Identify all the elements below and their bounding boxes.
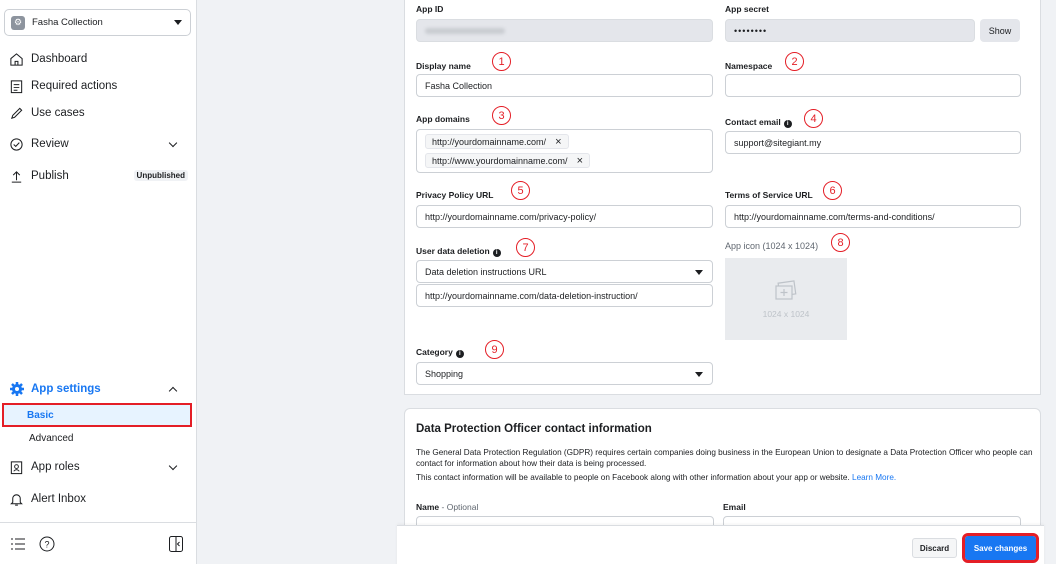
- list-icon[interactable]: [8, 534, 28, 554]
- marker-7: 7: [516, 238, 535, 257]
- marker-6: 6: [823, 181, 842, 200]
- contact-email-label: [725, 117, 792, 128]
- sidebar-item-alert-inbox[interactable]: [0, 488, 196, 510]
- app-selector[interactable]: [4, 9, 191, 36]
- sidebar-item-dashboard[interactable]: [0, 48, 196, 70]
- category-select[interactable]: [416, 362, 713, 385]
- app-secret-field: [725, 19, 975, 42]
- status-badge: Unpublished: [134, 170, 188, 181]
- category-label: [416, 347, 464, 358]
- discard-button[interactable]: Discard: [912, 538, 957, 558]
- sidebar-subitem-label: Advanced: [29, 432, 74, 444]
- sidebar-item-label: Review: [31, 138, 69, 150]
- show-secret-button[interactable]: Show: [980, 19, 1020, 42]
- info-icon[interactable]: i: [784, 120, 792, 128]
- display-name-label: Display name: [416, 61, 471, 71]
- sidebar-item-app-settings[interactable]: [0, 378, 196, 400]
- info-icon[interactable]: i: [456, 350, 464, 358]
- dpo-title: Data Protection Officer contact information: [416, 423, 652, 435]
- image-upload-icon: [773, 279, 799, 303]
- domain-tag-label: http://yourdomainname.com/: [432, 136, 547, 147]
- sidebar-item-app-roles[interactable]: [0, 456, 196, 478]
- dpo-note-text: This contact information will be available to people on Facebook along with other information about your app or website.: [416, 473, 850, 482]
- bell-icon: [8, 491, 25, 508]
- chevron-down-icon: [695, 270, 703, 275]
- chevron-down-icon: [169, 139, 177, 147]
- selected-option: Data deletion instructions URL: [425, 266, 547, 277]
- domain-tag-label: http://www.yourdomainname.com/: [432, 155, 568, 166]
- marker-5: 5: [511, 181, 530, 200]
- category-label-text: Category: [416, 347, 453, 357]
- app-name: Fasha Collection: [32, 17, 103, 28]
- contact-email-label-text: Contact email: [725, 117, 781, 127]
- app-secret-label: App secret: [725, 4, 769, 14]
- sidebar-item-label: App roles: [31, 461, 80, 473]
- sidebar-item-label: Required actions: [31, 80, 118, 92]
- namespace-label: Namespace: [725, 61, 773, 71]
- sidebar-item-label: Dashboard: [31, 53, 88, 65]
- learn-more-link[interactable]: Learn More.: [852, 473, 897, 482]
- marker-3: 3: [492, 106, 511, 125]
- app-icon-size: 1024 x 1024: [762, 309, 810, 319]
- contact-email-input[interactable]: support@sitegiant.my: [725, 131, 1021, 154]
- pencil-icon: [8, 105, 25, 122]
- chevron-down-icon: [169, 462, 177, 470]
- upload-icon: [8, 168, 25, 185]
- collapse-sidebar-icon[interactable]: [166, 534, 186, 554]
- privacy-url-label: Privacy Policy URL: [416, 190, 494, 200]
- sidebar-item-label: Use cases: [31, 107, 85, 119]
- marker-4: 4: [804, 109, 823, 128]
- app-icon: ⚙: [11, 16, 25, 30]
- close-icon[interactable]: ×: [576, 154, 583, 167]
- sidebar-item-publish[interactable]: [0, 165, 196, 187]
- dpo-description: The General Data Protection Regulation (GDPR) requires certain companies doing business in the European Union to designate a Data Protection Officer who people can contact for information about how their data is being processed.: [416, 448, 1033, 468]
- terms-url-input[interactable]: http://yourdomainname.com/terms-and-conditions/: [725, 205, 1021, 228]
- sidebar-item-required-actions[interactable]: [0, 75, 196, 97]
- sidebar-item-review[interactable]: [0, 133, 196, 155]
- domain-tag: [425, 134, 569, 149]
- chevron-up-icon: [169, 387, 177, 395]
- svg-text:?: ?: [44, 539, 50, 550]
- marker-2: 2: [785, 52, 804, 71]
- redacted-value: [425, 28, 505, 34]
- app-icon-label: App icon (1024 x 1024): [725, 241, 819, 251]
- app-id-field[interactable]: [416, 19, 713, 42]
- display-name-input[interactable]: Fasha Collection: [416, 74, 713, 97]
- check-circle-icon: [8, 136, 25, 153]
- domain-tag: [425, 153, 590, 168]
- sidebar-item-label: Alert Inbox: [31, 493, 86, 505]
- gear-icon: [8, 381, 25, 398]
- optional-hint: - Optional: [439, 502, 479, 512]
- save-changes-button[interactable]: Save changes: [965, 536, 1036, 560]
- sidebar-item-label: App settings: [31, 383, 101, 395]
- sidebar-subitem-label: Basic: [27, 409, 54, 421]
- main-content: [197, 0, 1056, 564]
- basic-settings-card: [404, 0, 1041, 395]
- sidebar-item-label: Publish: [31, 170, 69, 182]
- sidebar-subitem-basic[interactable]: [4, 405, 190, 425]
- dpo-name-label: [416, 502, 478, 512]
- house-icon: [8, 51, 25, 68]
- divider: [0, 522, 196, 523]
- user-data-deletion-label: [416, 246, 501, 257]
- dpo-email-label: Email: [723, 502, 746, 512]
- chevron-down-icon: [695, 372, 703, 377]
- sidebar: [0, 0, 197, 564]
- user-data-deletion-select[interactable]: [416, 260, 713, 283]
- sidebar-item-use-cases[interactable]: [0, 102, 196, 124]
- chevron-down-icon: [174, 20, 182, 25]
- app-domains-input[interactable]: [416, 129, 713, 173]
- user-card-icon: [8, 459, 25, 476]
- selected-option: Shopping: [425, 368, 464, 379]
- sidebar-subitem-advanced[interactable]: [6, 428, 190, 448]
- dpo-note: [416, 472, 1036, 483]
- terms-url-label: Terms of Service URL: [725, 190, 813, 200]
- close-icon[interactable]: ×: [555, 135, 562, 148]
- marker-1: 1: [492, 52, 511, 71]
- marker-9: 9: [485, 340, 504, 359]
- clipboard-icon: [8, 78, 25, 95]
- app-id-label: App ID: [416, 4, 444, 14]
- privacy-url-input[interactable]: http://yourdomainname.com/privacy-policy/: [416, 205, 713, 228]
- help-icon[interactable]: [37, 534, 57, 554]
- namespace-input[interactable]: [725, 74, 1021, 97]
- marker-8: 8: [831, 233, 850, 252]
- app-domains-label: App domains: [416, 114, 470, 124]
- app-icon-upload[interactable]: [725, 258, 847, 340]
- user-data-deletion-label-text: User data deletion: [416, 246, 490, 256]
- dpo-name-label-text: Name: [416, 502, 440, 512]
- info-icon[interactable]: i: [493, 249, 501, 257]
- data-deletion-url-input[interactable]: http://yourdomainname.com/data-deletion-instruction/: [416, 284, 713, 307]
- app-secret-value: ••••••••: [734, 25, 768, 36]
